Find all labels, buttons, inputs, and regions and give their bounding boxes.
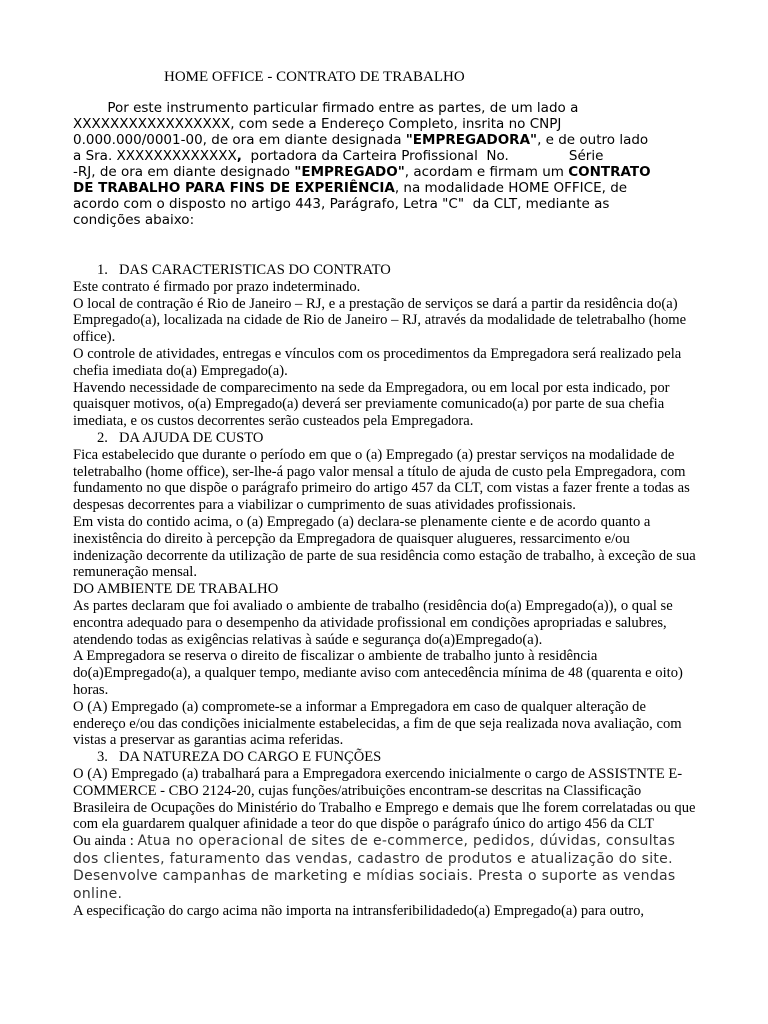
intro-line [73, 116, 713, 132]
intro-line [73, 164, 713, 180]
ou-ainda-text: Atua no operacional de sites de e-commerce, pedidos, dúvidas, consultas dos clientes, faturamento das vendas, cadastro de produtos e atualização do site. Desenvolve campanhas de marketing e mídias sociais. Presta o suporte as vendas online. [73, 833, 676, 902]
contract-body [73, 262, 698, 920]
intro-text-run: , acordam e firmam um [404, 164, 569, 180]
section-3-number: 3. [97, 749, 108, 766]
section-3-title: DA NATUREZA DO CARGO E FUNÇÕES [119, 749, 382, 766]
intro-line [73, 148, 713, 164]
intro-paragraph [73, 100, 713, 228]
intro-text-run: a Sra. XXXXXXXXXXXXX [73, 148, 237, 164]
section-1-title: DAS CARACTERISTICAS DO CONTRATO [119, 262, 391, 278]
intro-bold-run: "EMPREGADO" [294, 164, 405, 180]
section-3-last-line: A especificação do cargo acima não importa na intransferibilidadedo(a) Empregado(a) para outro, [73, 903, 645, 920]
intro-text-run: 0.000.000/0001-00, de ora em diante designada [73, 132, 406, 148]
section-1-number: 1. [97, 262, 108, 278]
intro-bold-run: , [236, 148, 242, 164]
section-2-paragraph: Em vista do contido acima, o (a) Empregado (a) declara-se plenamente ciente e de acordo quanto a inexistência do direito à percepção da Empregadora de quaisquer alugueres, ressarcimento e/ou indenização decorrente da utilização de parte de sua residência como estação de trabalho, à exceção de sua remuneração mensal. [73, 513, 696, 581]
intro-line [73, 132, 713, 148]
intro-bold-run: DE TRABALHO PARA FINS DE EXPERIÊNCIA [73, 180, 395, 196]
intro-text-run: Por este instrumento particular firmado entre as partes, de um lado a [73, 100, 579, 116]
section-ambiente-paragraph: As partes declaram que foi avaliado o ambiente de trabalho (residência do(a) Empregado(a)), o qual se encontra adequado para o desempenho da atividade profissional em condições apropriadas e salubres, atendendo todas as exigências relativas à saúde e segurança do(a)Empregado(a). [73, 597, 673, 648]
intro-text-run: , e de outro lado [537, 132, 649, 148]
section-ambiente-paragraph: A Empregadora se reserva o direito de fiscalizar o ambiente de trabalho junto à residência do(a)Empregado(a), a qualquer tempo, mediante aviso com antecedência mínima de 48 (quarenta e oito) horas. [73, 648, 683, 698]
section-1-paragraph: Havendo necessidade de comparecimento na sede da Empregadora, ou em local por esta indicado, por quaisquer motivos, o(a) Empregado(a) deverá ser previamente comunicado(a) por parte de sua chefia imediata, e os custos decorrentes serão custeados pela Empregadora. [73, 379, 670, 430]
section-1-paragraph: O controle de atividades, entregas e vínculos com os procedimentos da Empregadora será realizado pela chefia imediata do(a) Empregado(a). [73, 345, 682, 379]
section-2-paragraph: Fica estabelecido que durante o período em que o (a) Empregado (a) prestar serviços na modalidade de teletrabalho (home office), ser-lhe-á pago valor mensal a título de ajuda de custo pela Empregadora, com fundamento no que dispõe o parágrafo primeiro do artigo 457 da CLT, com vistas a fazer frente a todas as despesas decorrentes para a viabilizar o cumprimento de suas atividades profissionais. [73, 446, 690, 514]
intro-line [73, 180, 713, 196]
section-3-heading [73, 749, 698, 766]
intro-text-run: acordo com o disposto no artigo 443, Parágrafo, Letra "C" da CLT, mediante as [73, 196, 610, 212]
intro-line [73, 212, 713, 228]
intro-text-run: condições abaixo: [73, 212, 195, 228]
intro-text-run: , na modalidade HOME OFFICE, de [394, 180, 628, 196]
section-2-title: DA AJUDA DE CUSTO [119, 429, 264, 446]
ou-ainda-label: Ou ainda : [73, 833, 134, 850]
section-2-number: 2. [97, 429, 108, 446]
section-1-heading [73, 262, 698, 279]
intro-bold-run: CONTRATO [568, 164, 651, 180]
intro-text-run: portadora da Carteira Profissional No. Série [241, 148, 604, 164]
section-ambiente-heading: DO AMBIENTE DE TRABALHO [73, 581, 279, 598]
section-3-paragraph: O (A) Empregado (a) trabalhará para a Empregadora exercendo inicialmente o cargo de ASSISTNTE E-COMMERCE - CBO 2124-20, cujas funções/atribuições encontram-se descritas na Classificação Brasileira de Ocupações do Ministério do Trabalho e Emprego e demais que lhe forem correlatadas ou que com ela guardarem qualquer afinidade a teor do que dispõe o parágrafo único do artigo 456 da CLT [73, 765, 696, 833]
intro-bold-run: "EMPREGADORA" [405, 132, 538, 148]
intro-line [73, 196, 713, 212]
section-1-paragraph: Este contrato é firmado por prazo indeterminado. [73, 278, 361, 295]
section-ambiente-paragraph: O (A) Empregado (a) compromete-se a informar a Empregadora em caso de qualquer alteração de endereço e/ou das condições inicialmente estabelecidas, a fim de que seja realizada nova avaliação, com vistas a preservar as garantias acima referidas. [73, 698, 682, 749]
intro-text-run: -RJ, de ora em diante designado [73, 164, 295, 180]
intro-line [73, 100, 713, 116]
document-title: HOME OFFICE - CONTRATO DE TRABALHO [164, 69, 465, 85]
section-2-heading [73, 430, 698, 447]
intro-text-run: XXXXXXXXXXXXXXXXX, com sede a Endereço Completo, insrita no CNPJ [73, 116, 562, 132]
section-3-ou-ainda [73, 833, 698, 903]
section-1-paragraph: O local de contração é Rio de Janeiro – RJ, e a prestação de serviços se dará a partir da residência do(a) Empregado(a), localizada na cidade de Rio de Janeiro – RJ, através da modalidade de teletrabalho (home office). [73, 295, 687, 346]
